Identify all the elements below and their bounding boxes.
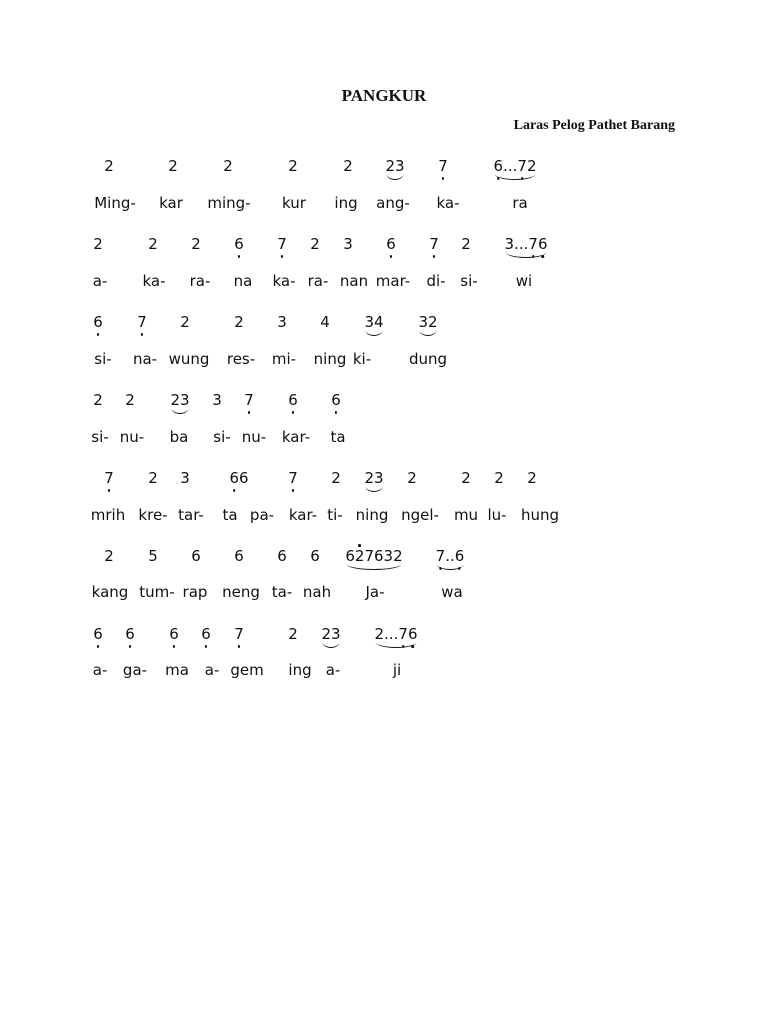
note-group: 6 — [386, 234, 396, 254]
slur-arc — [386, 174, 403, 180]
note-group: 23 — [321, 624, 340, 644]
note-group: 2 — [104, 547, 114, 565]
lyric-syllable: si- — [91, 428, 109, 446]
notes-line-3 — [0, 312, 768, 338]
lyric-syllable: mrih — [90, 506, 126, 524]
note-group: 2 — [191, 235, 201, 253]
lyric-syllable: gem — [230, 661, 264, 679]
notes-line-2 — [0, 234, 768, 260]
lyric-syllable: kar- — [288, 506, 318, 524]
lyric-syllable: ang- — [376, 194, 410, 212]
note-group: 23 — [170, 390, 189, 410]
note-group: 2 — [168, 157, 178, 175]
slur-arc — [171, 408, 188, 414]
lyric-syllable: nu- — [119, 428, 145, 446]
slur-arc — [506, 252, 547, 258]
slur-arc — [365, 330, 382, 336]
note-group: 7 — [244, 390, 254, 410]
lyric-syllable: ming- — [207, 194, 251, 212]
lyric-syllable: ngel- — [401, 506, 439, 524]
lyric-syllable: ta — [330, 428, 346, 446]
lyric-syllable: ka- — [142, 272, 166, 290]
notes-line-6 — [0, 546, 768, 572]
note-group: 62 7632 — [345, 546, 402, 566]
note-group: 23 — [364, 468, 383, 488]
lyric-syllable: ki- — [352, 350, 372, 368]
lyrics-line-7 — [0, 660, 768, 686]
lyric-syllable: wa — [441, 583, 463, 601]
notes-line-5 — [0, 468, 768, 494]
lyric-syllable: ning — [355, 506, 389, 524]
note-group: 6 ...7 2 — [494, 156, 537, 176]
lyric-syllable: ing — [334, 194, 358, 212]
note-group: 6 — [277, 547, 287, 565]
note-group: 6 — [191, 547, 201, 565]
note-group: 3 — [212, 391, 222, 409]
note-group: 2 — [494, 469, 504, 487]
note-group: 2 — [343, 157, 353, 175]
lyric-syllable: ka- — [272, 272, 296, 290]
note-group: 4 — [320, 313, 330, 331]
lyric-syllable: kar — [159, 194, 183, 212]
lyric-syllable: wung — [168, 350, 210, 368]
lyric-syllable: hung — [520, 506, 560, 524]
lyric-syllable: a- — [325, 661, 341, 679]
lyric-syllable: mi- — [271, 350, 297, 368]
note-group: 7 — [429, 234, 439, 254]
note-group: 2 — [125, 391, 135, 409]
lyric-syllable: dung — [408, 350, 448, 368]
note-group: 2 — [223, 157, 233, 175]
note-group: 6 — [125, 624, 135, 644]
lyric-syllable: a- — [204, 661, 220, 679]
note-group: 23 — [385, 156, 404, 176]
laras-subtitle: Laras Pelog Pathet Barang — [513, 118, 675, 133]
lyrics-line-6 — [0, 582, 768, 608]
lyric-syllable: lu- — [487, 506, 507, 524]
lyric-syllable: di- — [426, 272, 446, 290]
slur-arc — [419, 330, 436, 336]
note-group: 2 — [310, 235, 320, 253]
lyric-syllable: nu- — [241, 428, 267, 446]
lyric-syllable: kar- — [281, 428, 311, 446]
lyric-syllable: kre- — [138, 506, 168, 524]
lyric-syllable: ka- — [436, 194, 460, 212]
note-group: 2 — [407, 469, 417, 487]
lyric-syllable: a- — [92, 272, 108, 290]
lyric-syllable: res- — [226, 350, 256, 368]
note-group: 6 — [288, 390, 298, 410]
lyric-syllable: ma — [165, 661, 189, 679]
note-group: 32 — [418, 312, 437, 332]
note-group: 3...7 6 — [505, 234, 548, 254]
lyric-syllable: neng — [222, 583, 260, 601]
slur-arc — [376, 642, 417, 648]
notes-line-1 — [0, 156, 768, 182]
notes-line-7 — [0, 624, 768, 650]
lyric-syllable: mu — [453, 506, 479, 524]
page-title: PANGKUR — [341, 86, 427, 105]
lyrics-line-5 — [0, 505, 768, 531]
lyrics-line-2 — [0, 271, 768, 297]
slur-arc — [495, 174, 536, 180]
note-group: 2 — [180, 313, 190, 331]
note-group: 7 — [438, 156, 448, 176]
note-group: 6 — [331, 390, 341, 410]
lyrics-line-3 — [0, 349, 768, 375]
lyric-syllable: ji — [392, 661, 402, 679]
lyric-syllable: rap — [182, 583, 208, 601]
lyric-syllable: ra- — [189, 272, 211, 290]
note-group: 2 — [234, 313, 244, 331]
note-group: 7 — [234, 624, 244, 644]
note-group: 6 — [234, 547, 244, 565]
notes-line-4 — [0, 390, 768, 416]
note-group: 3 — [180, 469, 190, 487]
note-group: 6 — [169, 624, 179, 644]
note-group: 34 — [364, 312, 383, 332]
lyric-syllable: si- — [460, 272, 478, 290]
lyrics-line-1 — [0, 193, 768, 219]
lyric-syllable: ing — [288, 661, 312, 679]
lyric-syllable: kur — [282, 194, 306, 212]
note-group: 7 — [288, 468, 298, 488]
note-group: 7 — [104, 468, 114, 488]
lyric-syllable: kang — [91, 583, 129, 601]
lyric-syllable: nan — [339, 272, 369, 290]
note-group: 2 — [148, 235, 158, 253]
lyric-syllable: wi — [515, 272, 533, 290]
note-group: 2 — [527, 469, 537, 487]
lyric-syllable: ta- — [271, 583, 293, 601]
lyric-syllable: ta — [222, 506, 238, 524]
lyric-syllable: pa- — [249, 506, 275, 524]
note-group: 2 — [93, 235, 103, 253]
note-group: 2 — [104, 157, 114, 175]
note-group: 6 — [310, 547, 320, 565]
note-group: 6 6 — [229, 468, 248, 488]
note-group: 2...7 6 — [375, 624, 418, 644]
note-group: 6 — [93, 624, 103, 644]
lyric-syllable: ti- — [327, 506, 343, 524]
lyrics-line-4 — [0, 427, 768, 453]
note-group: 7 ..6 — [436, 546, 465, 566]
note-group: 7 — [277, 234, 287, 254]
note-group: 3 — [277, 313, 287, 331]
lyric-syllable: Ja- — [365, 583, 385, 601]
lyric-syllable: Ming- — [94, 194, 136, 212]
note-group: 2 — [288, 157, 298, 175]
note-group: 2 — [93, 391, 103, 409]
lyric-syllable: a- — [92, 661, 108, 679]
slur-arc — [322, 642, 339, 648]
note-group: 5 — [148, 547, 158, 565]
note-group: 3 — [343, 235, 353, 253]
lyric-syllable: nah — [302, 583, 332, 601]
lyric-syllable: si- — [213, 428, 231, 446]
lyric-syllable: si- — [94, 350, 112, 368]
note-group: 2 — [461, 235, 471, 253]
lyric-syllable: ra — [512, 194, 528, 212]
lyric-syllable: ra- — [307, 272, 329, 290]
note-group: 2 — [148, 469, 158, 487]
slur-arc — [365, 486, 382, 492]
note-group: 6 — [234, 234, 244, 254]
lyric-syllable: ning — [313, 350, 347, 368]
lyric-syllable: na — [233, 272, 253, 290]
note-group: 6 — [93, 312, 103, 332]
note-group: 6 — [201, 624, 211, 644]
lyric-syllable: ga- — [122, 661, 148, 679]
slur-arc — [346, 564, 401, 570]
lyric-syllable: ba — [169, 428, 189, 446]
note-group: 2 — [461, 469, 471, 487]
note-group: 2 — [288, 625, 298, 643]
lyric-syllable: mar- — [375, 272, 411, 290]
lyric-syllable: tum- — [139, 583, 175, 601]
lyric-syllable: na- — [132, 350, 158, 368]
lyric-syllable: tar- — [178, 506, 204, 524]
note-group: 7 — [137, 312, 147, 332]
note-group: 2 — [331, 469, 341, 487]
